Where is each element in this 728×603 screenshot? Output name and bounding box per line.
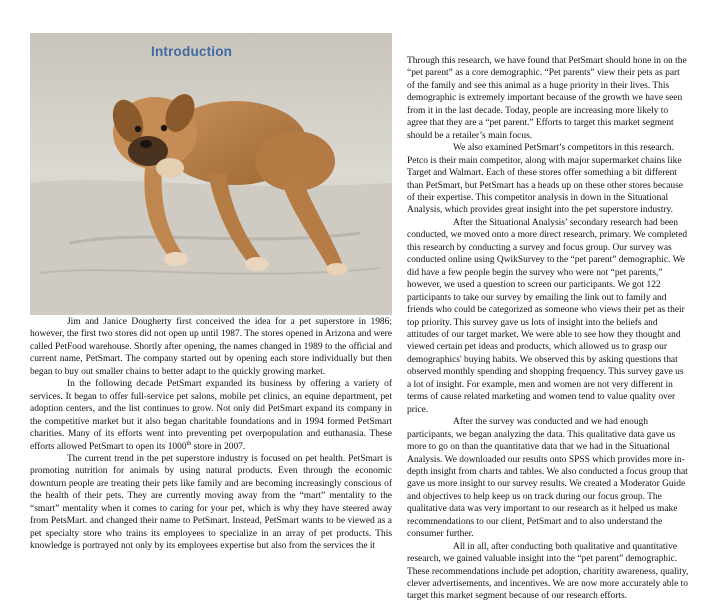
expansion-paragraph: [30, 378, 392, 453]
trend-paragraph: The current trend in the pet superstore industry is focused on pet health. PetSmart is promoting nutrition for animals by using natural products. Even through the economic downturn people are treating their pets like family and are becoming increasingly conscious of the health of their pets. They are currently moving away from the “mart” mentality to the “smart” mentality when it comes to caring for your pet, which is why they have steered away from PetsMart. and changed their name to PetSmart. Instead, PetSmart wants to be viewed as a pet specialty store who trains its employees to specialize in an array of pet products. This knowledge is portrayed not only by its employees expertise but also from the services the it: [30, 453, 392, 552]
history-paragraph: Jim and Janice Dougherty first conceived the idea for a pet superstore in 1986; however, the first two stores did not open up until 1987. The stores opened in Arizona and were called PetFood warehouse. Shortly after opening, the names changed in 1989 to the official and current name, PetSmart. The company started out by opening each store individually but then began to buy out smaller chains to better adapt to the quickly growing market.: [30, 317, 392, 377]
primary-research-paragraph: After the Situational Analysis’ secondary research had been conducted, we moved onto a more direct research, primary. We completed this research by conducting a survey and focus group. Our survey was conducted online using QwikSurvey to the “pet parent” demographic. We did have a few people begin the survey who were not “pet parents,” however, we used a question to screen our participants. We got 122 participants to take our survey by emailing the link out to family and friends who could be categorized as someone who views their pet as their top priority. This survey gave us lots of insight into the beliefs and attitudes of our target market. We were able to see how they thought and viewed certain pet ideas and products, which allowed us to grasp our demographics' buying habits. We observed this by asking questions that observed monthly spending and shopping frequency. This survey gave us a lot of insight. For example, men and women are not very different in terms of cause related marketing and women tend to value quality over price.: [407, 217, 688, 415]
puppy-photo: [30, 33, 392, 315]
puppy-illustration: [30, 33, 392, 315]
left-column: [30, 316, 392, 553]
analysis-paragraph: After the survey was conducted and we had enough participants, we began analyzing the data. This qualitative data gave us more to go on than the quantitative data that we had in the Situational Analysis. We downloaded our results onto SPSS which provides more in-depth insight from charts and tables. We also conducted a focus group that gave us more insight to our survey results. We created a Moderator Guide and objectives to help keep us on track during our focus group. The qualitative data was very important to our research as it helped us make recommendations to our client, PetSmart and to also understand the consumer further.: [407, 417, 688, 540]
right-column: [407, 55, 689, 603]
store-number: 1000: [167, 441, 187, 452]
conclusion-paragraph: All in all, after conducting both qualitative and quantitative research, we gained valuable insight into the “pet parent” demographic. These recommendations include pet adoption, charitity awareness, quality, clever advertisements, and incentives. We are now more accurately able to target this market segment because of our research efforts.: [407, 541, 689, 602]
pet-parent-paragraph: Through this research, we have found that PetSmart should hone in on the “pet parent” as a core demographic. “Pet parents” view their pets as part of the family and see this animal as a huge priority in their lives. This demographic is extremely important because of the growth we have seen from it in the last decade. Today, people are increasing more likely to agree that they are a “pet parent.” Efforts to target this market segment should be a retailer’s main focus.: [407, 56, 687, 141]
competitors-paragraph: We also examined PetSmart’s competitors in this research. Petco is their main competitor, along with major supermarket chains like Target and Walmart. Each of these stores offer something a bit different than PetSmart, but PetSmart has a heads up on these other stores because of their expertise. This competitor analysis in down in the Situational Analysis, which provides great insight into the pet superstore industry.: [407, 143, 683, 216]
store-number-suffix: th: [186, 440, 192, 447]
image-title: Introduction: [151, 44, 233, 59]
expansion-text: In the following decade PetSmart expanded its business by offering a variety of services. It began to offer full-service pet salons, mobile pet clinics, an equine department, pet adoption centers, and the list continues to grow. Not only did PetSmart expand its company in the competitive market but it also began charitable foundations and in 1994 formed PetSmart charities. Many of its efforts went into preventing pet overpopulation and euthanasia. These efforts allowed PetSmart to open its: [30, 379, 392, 452]
store-tail: store in 2007.: [191, 441, 246, 452]
